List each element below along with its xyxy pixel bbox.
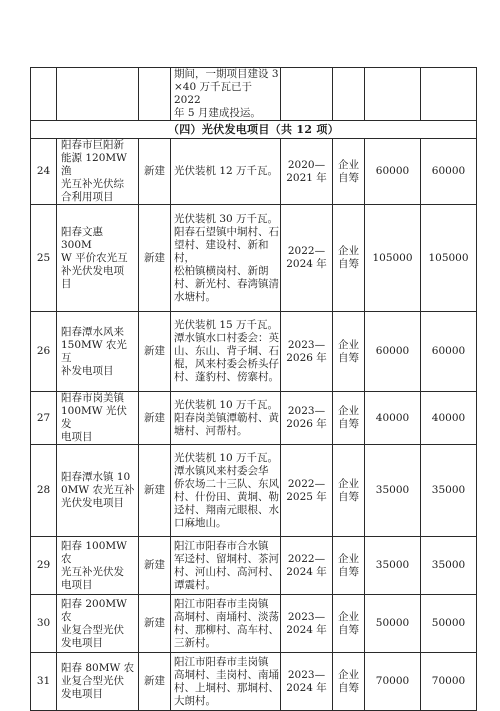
cell-plan-text: 70000 <box>431 675 466 687</box>
cell-fund-text: 企业 自筹 <box>338 668 359 694</box>
cell-total-text: 35000 <box>375 484 410 496</box>
cell-fund-text: 企业 自筹 <box>338 338 359 364</box>
cell-plan-text: 60000 <box>431 345 466 357</box>
cell-no <box>31 205 57 312</box>
cell-fund-text: 企业 自筹 <box>338 245 359 270</box>
cell-total-text: 105000 <box>372 251 413 264</box>
cell-content <box>171 537 281 595</box>
cell-name <box>57 653 139 711</box>
cell-type <box>139 537 171 595</box>
table-row <box>31 312 477 392</box>
cell-plan-text: 105000 <box>428 251 469 264</box>
cell-plan <box>421 139 477 205</box>
cell-no-text: 30 <box>36 617 51 629</box>
cell-total-text: 40000 <box>375 411 410 424</box>
cell-period-text: 2023— 2024 年 <box>286 610 327 636</box>
cell-fund <box>333 445 365 537</box>
cell-type-text: 新建 <box>144 345 165 357</box>
cell-content <box>171 139 281 205</box>
table-row <box>31 445 477 537</box>
cell-no-text: 28 <box>36 484 51 496</box>
table-row <box>31 653 477 711</box>
cell-fund <box>333 205 365 312</box>
cell-plan <box>421 653 477 711</box>
cell-fund <box>333 595 365 653</box>
cell-fund <box>333 312 365 392</box>
cell-name <box>57 139 139 205</box>
cell-plan-text: 50000 <box>431 617 466 629</box>
section-title: （四）光伏发电项目（共 12 项） <box>31 121 477 139</box>
cell-type <box>139 392 171 445</box>
cell-period <box>281 139 333 205</box>
section-header-row <box>31 121 477 139</box>
cell-period-text: 2022— 2024 年 <box>286 552 327 578</box>
cell-name <box>57 312 139 392</box>
cell-no-text: 25 <box>36 251 51 264</box>
cell-plan <box>421 312 477 392</box>
cell-type-text: 新建 <box>144 165 165 177</box>
cell-fund-text: 企业 自筹 <box>338 552 359 578</box>
cell-type <box>139 312 171 392</box>
cell-name <box>57 392 139 445</box>
cell-total <box>365 392 421 445</box>
cell-total <box>365 537 421 595</box>
cell-no <box>31 445 57 537</box>
cell-plan <box>421 537 477 595</box>
cell-type-text: 新建 <box>144 484 165 496</box>
cell-content-text: 光伏装机 15 万千瓦。 潭水镇水口村委会：英 山、东山、背子垌、石 棍，风来村委会桥头仔 村、蓬豹村、傍寨村。 <box>174 319 279 383</box>
cell-total-text: 60000 <box>375 345 410 357</box>
cell-fund <box>333 392 365 445</box>
cell-period <box>281 653 333 711</box>
cell-period-text: 2023— 2026 年 <box>286 338 327 364</box>
cell-no-text: 31 <box>36 675 51 687</box>
cell-name <box>57 445 139 537</box>
cell-period <box>281 392 333 445</box>
cell-content <box>171 312 281 392</box>
table-row <box>31 139 477 205</box>
cell-type <box>139 139 171 205</box>
cell-content-text: 阳江市阳春市圭岗镇 高垌村、南埇村、淡荡 村、那柳村、高车村、 三新村。 <box>174 597 279 649</box>
cell-plan <box>421 392 477 445</box>
cell-plan <box>421 445 477 537</box>
cell-total-text: 35000 <box>375 559 410 571</box>
table-row <box>31 537 477 595</box>
cell-fund <box>333 68 365 121</box>
cell-no-text: 29 <box>36 559 51 571</box>
cell-no-text: 27 <box>36 411 51 424</box>
cell-type <box>139 68 171 121</box>
cell-content <box>171 445 281 537</box>
cell-period-text: 2022— 2024 年 <box>286 245 327 270</box>
cell-content <box>171 68 281 121</box>
cell-fund-text: 企业 自筹 <box>338 405 359 430</box>
cell-type-text: 新建 <box>144 251 165 264</box>
cell-content-text: 阳江市阳春市合水镇 军迳村、留垌村、茶河 村、河山村、高河村、 谭震村。 <box>174 539 279 591</box>
cell-total <box>365 139 421 205</box>
cell-type <box>139 595 171 653</box>
cell-no <box>31 312 57 392</box>
cell-name-text: 阳春市岗美镇 100MW 光伏发 电项目 <box>61 392 127 443</box>
cell-content-text: 光伏装机 30 万千瓦。 阳春石望镇中垌村、石 望村、建设村、新和村， 松柏镇横岗村、新朗 村、新光村、春湾镇清 水塘村。 <box>174 212 279 303</box>
table-row <box>31 205 477 312</box>
cell-type-text: 新建 <box>144 675 165 687</box>
table-row <box>31 595 477 653</box>
cell-content <box>171 653 281 711</box>
cell-plan-text: 40000 <box>431 411 466 424</box>
table-row-continued <box>31 68 477 121</box>
cell-total-text: 70000 <box>375 675 410 687</box>
cell-no <box>31 68 57 121</box>
cell-fund-text: 企业 自筹 <box>338 158 359 184</box>
cell-content-text: 光伏装机 10 万千瓦。 阳春岗美镇潭簕村、黄 塘村、河帮村。 <box>174 398 279 437</box>
cell-type-text: 新建 <box>144 411 165 424</box>
cell-content <box>171 205 281 312</box>
cell-fund <box>333 653 365 711</box>
cell-total <box>365 653 421 711</box>
cell-period-text: 2020— 2021 年 <box>286 158 327 184</box>
cell-total <box>365 68 421 121</box>
cell-name-text: 阳春 200MW 农 业复合型光伏 发电项目 <box>61 597 127 649</box>
cell-no <box>31 392 57 445</box>
cell-total-text: 50000 <box>375 617 410 629</box>
cell-no-text: 26 <box>36 345 51 357</box>
cell-type <box>139 653 171 711</box>
cell-fund-text: 企业 自筹 <box>338 610 359 636</box>
cell-name-text: 阳春潭水风来 150MW 农光互 补发电项目 <box>61 325 127 377</box>
cell-period <box>281 537 333 595</box>
cell-name <box>57 205 139 312</box>
cell-name <box>57 537 139 595</box>
cell-content-text: 阳江市阳春市圭岗镇 高垌村、圭岗村、南埇 村、上垌村、那垌村、 大朗村。 <box>174 655 279 707</box>
cell-period-text: 2022— 2025 年 <box>286 477 327 503</box>
cell-name <box>57 595 139 653</box>
cell-plan-text: 60000 <box>431 165 466 177</box>
content-text: 期间，一期项目建设 3 ×40 万千瓦已于 2022 年 5 月建成投运。 <box>174 68 279 119</box>
cell-name-text: 阳春潭水镇 10 0MW 农光互补 光伏发电项目 <box>61 471 135 509</box>
cell-name-text: 阳春市巨阳新 能源 120MW 渔 光互补光伏综 合利用项目 <box>61 139 127 203</box>
cell-type <box>139 205 171 312</box>
cell-period <box>281 445 333 537</box>
cell-no <box>31 595 57 653</box>
cell-content <box>171 392 281 445</box>
cell-plan-text: 35000 <box>431 559 466 571</box>
cell-total <box>365 205 421 312</box>
cell-content-text: 光伏装机 12 万千瓦。 <box>174 165 279 177</box>
cell-name-text: 阳春 100MW 农 光互补光伏发 电项目 <box>61 539 127 591</box>
cell-name-text: 阳春文惠 300M W 平价农光互 补光伏发电项 目 <box>61 225 128 290</box>
cell-period <box>281 312 333 392</box>
cell-total-text: 60000 <box>375 165 410 177</box>
table-row <box>31 392 477 445</box>
cell-no <box>31 139 57 205</box>
cell-period <box>281 595 333 653</box>
cell-type <box>139 445 171 537</box>
cell-period-text: 2023— 2026 年 <box>286 405 327 430</box>
cell-type-text: 新建 <box>144 559 165 571</box>
cell-total <box>365 445 421 537</box>
cell-plan <box>421 595 477 653</box>
cell-fund-text: 企业 自筹 <box>338 477 359 503</box>
cell-plan <box>421 68 477 121</box>
cell-name-text: 阳春 80MW 农 业复合型光伏 发电项目 <box>61 662 135 700</box>
cell-period <box>281 68 333 121</box>
cell-total <box>365 595 421 653</box>
cell-type-text: 新建 <box>144 617 165 629</box>
cell-period <box>281 205 333 312</box>
cell-fund <box>333 139 365 205</box>
cell-plan-text: 35000 <box>431 484 466 496</box>
cell-no <box>31 653 57 711</box>
cell-plan <box>421 205 477 312</box>
cell-content-text: 光伏装机 10 万千瓦。 潭水镇风来村委会华 侨农场二十三队、东风 村、什份田、黄垌、勒 迳村、翔南元眼根、水 口麻地山。 <box>174 451 279 529</box>
cell-period-text: 2023— 2024 年 <box>286 668 327 694</box>
cell-fund <box>333 537 365 595</box>
cell-no-text: 24 <box>36 165 51 177</box>
cell-no <box>31 537 57 595</box>
project-table <box>30 67 477 711</box>
cell-total <box>365 312 421 392</box>
cell-name <box>57 68 139 121</box>
cell-content <box>171 595 281 653</box>
